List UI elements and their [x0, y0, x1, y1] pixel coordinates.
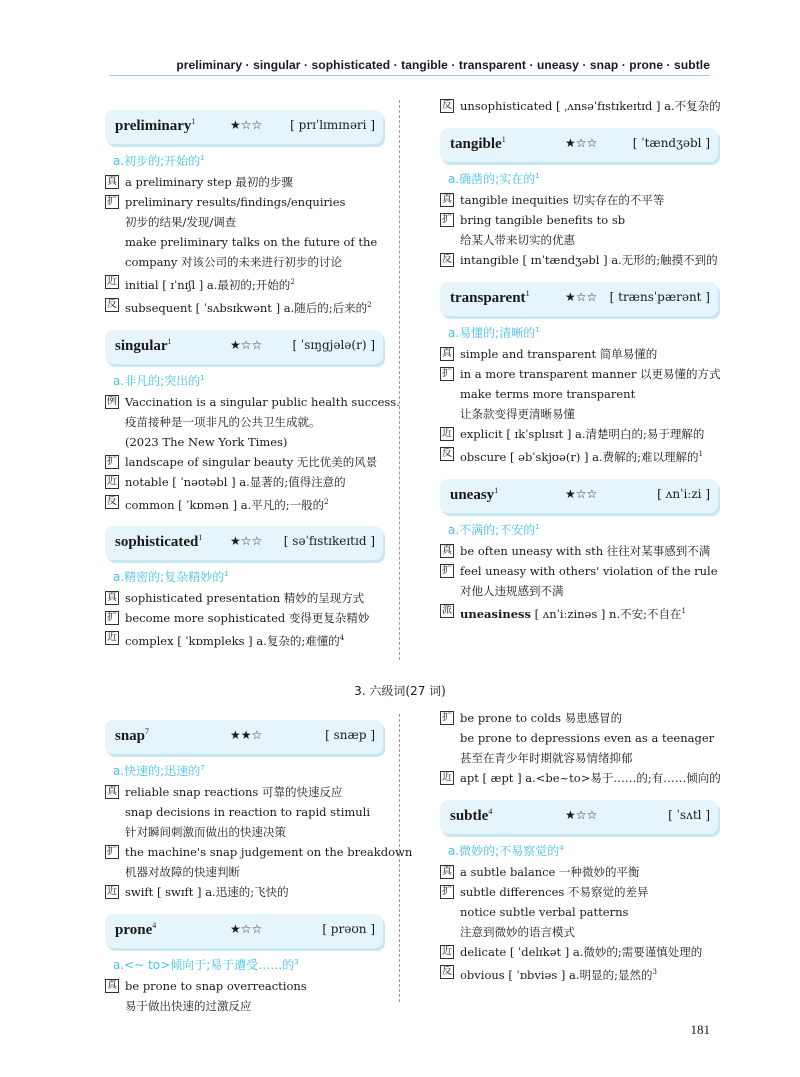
superscript: 2 [367, 300, 372, 309]
line-tag: 扩 [107, 612, 117, 624]
headword-sup: 1 [494, 485, 499, 495]
line-text: company 对该公司的未来进行初步的讨论 [125, 255, 343, 269]
line-text: reliable snap reactions 可靠的快速反应 [125, 785, 343, 799]
star-rating: ★☆☆ [565, 136, 598, 150]
entry-header [440, 282, 718, 316]
pos-sup: 1 [224, 570, 229, 579]
line-text: initial [ ɪˈnɪʃl ] a.最初的;开始的 [125, 277, 291, 292]
entry-line [105, 472, 383, 492]
part-of-speech: a.快速的;迅速的$^7$ [113, 764, 205, 778]
line-text: 给某人带来切实的优惠 [460, 233, 575, 247]
line-text: feel uneasy with others' violation of the rule [460, 563, 718, 578]
pronunciation: [ prɪˈlɪmɪnəri ] [290, 118, 375, 132]
part-of-speech: a.非凡的;突出的$^1$ [113, 373, 205, 388]
entry-line [440, 364, 721, 384]
left-bottom-column [105, 720, 413, 1016]
entry-block [105, 526, 383, 651]
entry-line [105, 996, 383, 1016]
entry-header [440, 128, 718, 162]
line-text: (2023 The New York Times) [125, 434, 288, 449]
entry-block [105, 110, 383, 318]
entry-header [105, 720, 383, 754]
entry-line [440, 748, 718, 768]
section-title: 3. 六级词(27 词) [354, 684, 446, 698]
entry-line [105, 862, 383, 882]
entry-line [440, 882, 718, 902]
line-text: notice subtle verbal patterns [460, 905, 629, 919]
line-tag: 派 [442, 604, 452, 616]
line-tag: 扩 [442, 214, 452, 225]
headword: uneasy$^1$ [450, 485, 499, 503]
line-tag: 例 [107, 395, 117, 407]
line-text: bring tangible benefits to sb [460, 213, 626, 227]
pronunciation: [ ˈsɪŋgjələ(r) ] [292, 337, 375, 352]
headword-sup: 1 [525, 289, 530, 298]
pronunciation: [ trænsˈpærənt ] [609, 290, 710, 304]
line-tag: 近 [442, 428, 452, 439]
superscript: 2 [290, 278, 295, 286]
superscript: 4 [339, 634, 345, 643]
line-tag: 近 [107, 886, 117, 897]
pos-sup: 1 [200, 373, 205, 382]
entry-line [440, 344, 718, 364]
spacer [105, 514, 383, 526]
line-text: 易于做出快速的过激反应 [125, 999, 252, 1013]
headword-sup: 7 [145, 727, 150, 736]
headword: sophisticated$^1$ [115, 533, 203, 551]
entry-line [440, 541, 718, 561]
right-top-column [440, 96, 721, 624]
entry-line [105, 232, 383, 252]
line-tag: 扩 [442, 368, 452, 379]
line-tag: 扩 [442, 564, 452, 576]
spacer [105, 902, 383, 914]
line-text: tangible inequities 切实存在的不平等 [460, 193, 665, 207]
entry-line [440, 96, 721, 116]
line-tag: 反 [442, 448, 452, 459]
entry-line [440, 942, 718, 962]
left-top-column [105, 110, 400, 651]
line-text: 针对瞬间刺激而做出的快速决策 [125, 825, 286, 839]
entry-line [105, 628, 383, 651]
line-tag: 近 [107, 475, 117, 487]
line-text: snap decisions in reaction to rapid stimuli [125, 805, 371, 819]
line-tag: 近 [107, 276, 117, 287]
line-tag: 扩 [107, 846, 117, 857]
headword: subtle$^4$ [450, 807, 493, 824]
line-text: uneasiness [ ʌnˈiːzinəs ] n.不安;不自在 [460, 606, 682, 621]
line-tag: 真 [107, 176, 117, 187]
line-text: preliminary results/findings/enquiries [125, 195, 346, 209]
headword: transparent$^1$ [450, 289, 530, 306]
pos-sup: 1 [200, 154, 205, 162]
entry-line [105, 392, 400, 412]
line-text: be prone to snap overreactions [125, 979, 307, 993]
entry-line [440, 210, 718, 230]
pronunciation: [ ˈsʌtl ] [668, 808, 710, 822]
line-text: common [ ˈkɒmən ] a.平凡的;一般的 [125, 497, 325, 512]
part-of-speech: a.不满的;不安的$^1$ [448, 522, 540, 537]
entry-block [440, 128, 718, 270]
line-text: 机器对故障的快速判断 [125, 865, 240, 879]
headword-sup: 1 [167, 336, 172, 346]
entry-line [440, 230, 718, 250]
line-text: be often uneasy with sth 往往对某事感到不满 [460, 543, 711, 558]
entry-line [440, 862, 718, 882]
line-tag: 真 [107, 786, 117, 797]
entry-block [440, 282, 721, 467]
entry-header [105, 330, 383, 364]
line-text: landscape of singular beauty 无比优美的风景 [125, 454, 378, 469]
headword: tangible$^1$ [450, 135, 506, 152]
pronunciation: [ prəʊn ] [322, 922, 375, 936]
pos-sup: 7 [200, 764, 205, 772]
entry-block [105, 330, 400, 515]
entry-line [105, 432, 383, 452]
star-rating: ★☆☆ [230, 922, 263, 936]
entry-line [105, 782, 383, 802]
entry-line [105, 272, 383, 295]
entry-line [440, 962, 718, 985]
headword: singular$^1$ [115, 336, 172, 354]
header-rule [110, 75, 710, 76]
part-of-speech: a.易懂的;清晰的$^1$ [448, 326, 540, 340]
line-text: be prone to depressions even as a teenager [460, 731, 715, 745]
headword: prone$^4$ [115, 921, 157, 938]
part-of-speech: a.确凿的;实在的$^1$ [448, 172, 540, 186]
line-text: intangible [ ɪnˈtændʒəbl ] a.无形的;触摸不到的 [460, 253, 718, 267]
entry-line [105, 588, 383, 608]
spacer [440, 467, 718, 479]
line-text: 让条款变得更清晰易懂 [460, 407, 575, 421]
line-text: explicit [ ɪkˈsplɪsɪt ] a.清楚明白的;易于理解的 [460, 427, 705, 441]
pos-sup: 1 [535, 522, 540, 531]
entry-block [105, 720, 413, 902]
line-text: in a more transparent manner 以更易懂的方式 [460, 367, 721, 381]
entry-line [440, 902, 718, 922]
part-of-speech: a.微妙的;不易察觉的$^4$ [448, 844, 564, 858]
pronunciation: [ ˈtændʒəbl ] [632, 136, 710, 150]
line-tag: 近 [442, 772, 452, 783]
star-rating: ★☆☆ [230, 118, 263, 132]
line-text: Vaccination is a singular public health success. [125, 394, 400, 409]
superscript: 2 [324, 497, 329, 506]
star-rating: ★☆☆ [230, 534, 263, 549]
line-text: complex [ ˈkɒmpleks ] a.复杂的;难懂的 [125, 634, 340, 649]
line-text: 注意到微妙的语言模式 [460, 925, 575, 939]
spacer [440, 788, 718, 800]
entry-line [440, 768, 721, 788]
spacer [440, 116, 718, 128]
headword: preliminary$^1$ [115, 117, 196, 134]
headword-sup: 4 [488, 807, 493, 816]
line-text: delicate [ ˈdelɪkət ] a.微妙的;需要谨慎处理的 [460, 945, 703, 959]
line-text: 对他人违规感到不满 [460, 583, 564, 598]
page-number: 181 [690, 1022, 710, 1037]
line-text: the machine's snap judgement on the breakdown [125, 845, 413, 859]
line-text: subsequent [ ˈsʌbsɪkwənt ] a.随后的;后来的 [125, 300, 368, 315]
entry-header [440, 800, 718, 834]
entry-line [440, 424, 718, 444]
line-tag: 反 [442, 254, 452, 265]
line-tag: 反 [107, 495, 117, 507]
line-text: unsophisticated [ ˌʌnsəˈfɪstɪkeɪtɪd ] a.不复杂的 [460, 99, 721, 113]
pos-sup: 4 [559, 844, 564, 852]
entry-line [105, 172, 383, 192]
entry-line [105, 822, 383, 842]
entry-line [440, 728, 718, 748]
star-rating: ★☆☆ [565, 486, 598, 501]
pos-sup: 3 [294, 958, 299, 966]
entry-header [440, 479, 718, 513]
entry-line [440, 444, 718, 467]
entry-line [105, 492, 383, 515]
line-tag: 扩 [442, 712, 452, 723]
headword-sup: 4 [152, 921, 157, 930]
line-tag: 真 [442, 544, 452, 556]
line-tag: 近 [442, 946, 452, 957]
line-text: subtle differences 不易察觉的差异 [460, 885, 649, 899]
superscript: 1 [681, 606, 686, 615]
entry-line [440, 922, 718, 942]
star-rating: ★☆☆ [230, 337, 263, 352]
headword-sup: 1 [501, 135, 506, 144]
entry-line [105, 452, 383, 472]
superscript: 3 [652, 968, 657, 976]
pos-sup: 1 [535, 326, 540, 334]
line-tag: 扩 [107, 196, 117, 207]
line-tag: 真 [442, 194, 452, 205]
entry-line [105, 295, 383, 318]
entry-header [105, 914, 383, 948]
pronunciation: [ ʌnˈiːzi ] [657, 486, 710, 501]
line-text: obvious [ ˈɒbviəs ] a.明显的;显然的 [460, 967, 653, 982]
entry-line [105, 802, 383, 822]
entry-line [105, 252, 383, 272]
line-text: 甚至在青少年时期就容易情绪抑郁 [460, 751, 633, 765]
line-tag: 真 [107, 592, 117, 604]
entry-line [440, 601, 718, 624]
line-text: a subtle balance 一种微妙的平衡 [460, 865, 640, 879]
star-rating: ★☆☆ [565, 808, 598, 822]
entry-header [105, 110, 383, 144]
entry-line [105, 192, 383, 212]
spacer [440, 270, 718, 282]
entry-line [440, 404, 718, 424]
entry-line [105, 882, 383, 902]
line-text: 初步的结果/发现/调查 [125, 215, 237, 229]
line-tag: 真 [107, 980, 117, 991]
entry-line [440, 250, 718, 270]
entry-line [440, 581, 718, 601]
part-of-speech: a.初步的;开始的$^1$ [113, 154, 205, 168]
running-header: preliminary · singular · sophisticated · tangible · transparent · uneasy · snap · prone · subtle [176, 58, 710, 72]
line-tag: 扩 [442, 886, 452, 897]
entry-line [105, 976, 383, 996]
entry-line [440, 190, 718, 210]
line-tag: 近 [107, 632, 117, 644]
line-text: a preliminary step 最初的步骤 [125, 175, 293, 189]
entry-line [440, 384, 718, 404]
line-tag: 真 [442, 348, 452, 359]
entry-line [105, 412, 383, 432]
entry-block [440, 479, 718, 624]
line-text: obscure [ əbˈskjʊə(r) ] a.费解的;难以理解的 [460, 449, 699, 464]
line-tag: 反 [442, 966, 452, 977]
headword-sup: 1 [191, 117, 196, 126]
entry-line [105, 608, 383, 628]
star-rating: ★★☆ [230, 728, 263, 742]
entry-block [440, 800, 718, 985]
line-text: make preliminary talks on the future of the [125, 235, 378, 249]
line-text: simple and transparent 简单易懂的 [460, 347, 658, 361]
entry-block [105, 914, 383, 1016]
line-text: make terms more transparent [460, 387, 636, 401]
entry-line [105, 212, 383, 232]
line-text: sophisticated presentation 精妙的呈现方式 [125, 591, 365, 606]
line-tag: 反 [442, 100, 452, 111]
part-of-speech: a.<~ to>倾向于;易于遭受……的$^3$ [113, 958, 299, 972]
pos-sup: 1 [535, 172, 540, 180]
right-bottom-column [440, 708, 721, 985]
entry-line [440, 708, 718, 728]
part-of-speech: a.精密的;复杂精妙的$^1$ [113, 570, 229, 585]
pronunciation: [ səˈfɪstɪkeɪtɪd ] [283, 534, 375, 549]
line-text: notable [ ˈnəʊtəbl ] a.显著的;值得注意的 [125, 474, 346, 489]
line-text: become more sophisticated 变得更复杂精妙 [125, 611, 370, 626]
entry-line [105, 842, 413, 862]
line-text: apt [ æpt ] a.<be~to>易于……的;有……倾向的 [460, 771, 721, 785]
spacer [105, 318, 383, 330]
headword: snap$^7$ [115, 727, 150, 744]
line-text: be prone to colds 易患感冒的 [460, 711, 623, 725]
line-text: 疫苗接种是一项非凡的公共卫生成就。 [125, 414, 321, 429]
line-tag: 扩 [107, 455, 117, 467]
superscript: 1 [698, 450, 703, 458]
line-text: swift [ swɪft ] a.迅速的;飞快的 [125, 885, 289, 899]
column-divider-top [399, 100, 400, 660]
pronunciation: [ snæp ] [325, 728, 375, 742]
star-rating: ★☆☆ [565, 290, 598, 304]
line-tag: 真 [442, 866, 452, 877]
headword-sup: 1 [198, 533, 203, 543]
entry-header [105, 526, 383, 560]
entry-line [440, 561, 718, 581]
line-tag: 反 [107, 298, 117, 310]
column-divider-bottom [399, 714, 400, 1002]
